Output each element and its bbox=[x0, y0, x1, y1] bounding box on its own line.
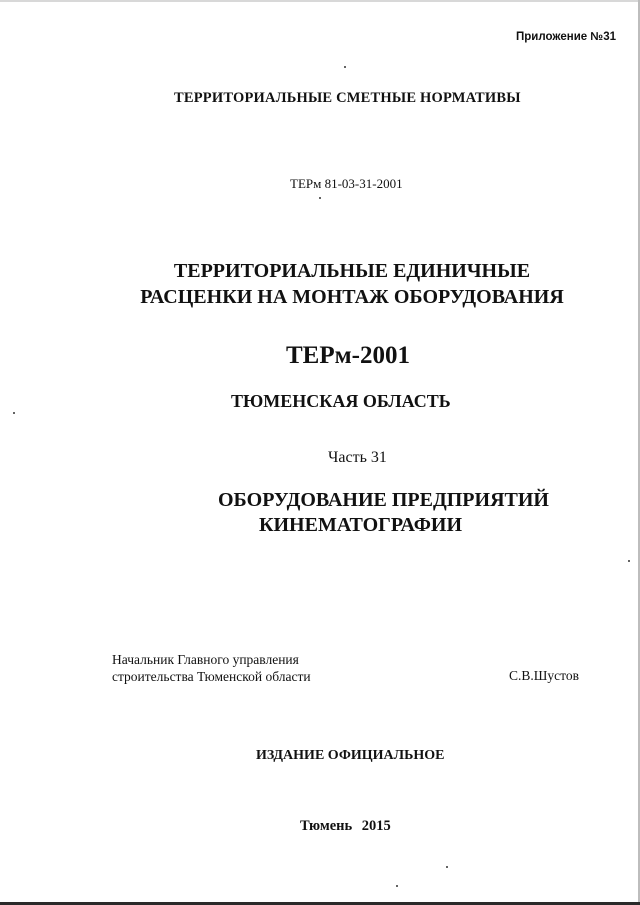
section-title-line-2: КИНЕМАТОГРАФИИ bbox=[259, 514, 463, 536]
scan-speck bbox=[446, 866, 448, 868]
scan-speck bbox=[396, 885, 398, 887]
signer-position bbox=[112, 651, 311, 685]
section-title-line-1: ОБОРУДОВАНИЕ ПРЕДПРИЯТИЙ bbox=[218, 489, 549, 511]
normative-heading: ТЕРРИТОРИАЛЬНЫЕ СМЕТНЫЕ НОРМАТИВЫ bbox=[174, 90, 521, 106]
scan-speck bbox=[13, 412, 15, 414]
region-name: ТЮМЕНСКАЯ ОБЛАСТЬ bbox=[231, 391, 451, 411]
appendix-label: Приложение №31 bbox=[515, 31, 616, 43]
scan-speck bbox=[319, 197, 321, 199]
scan-edge-top bbox=[0, 0, 640, 2]
edition-label: ИЗДАНИЕ ОФИЦИАЛЬНОЕ bbox=[256, 748, 445, 763]
document-code: ТЕРм 81-03-31-2001 bbox=[290, 176, 403, 191]
scan-speck bbox=[344, 66, 346, 68]
main-title bbox=[0, 258, 640, 310]
section-title bbox=[218, 488, 549, 538]
part-number: Часть 31 bbox=[328, 449, 387, 466]
signer-name: С.В.Шустов bbox=[509, 668, 579, 683]
city-year: Тюмень 2015 bbox=[300, 818, 391, 834]
signer-position-line-1: Начальник Главного управления bbox=[112, 652, 299, 667]
scan-speck bbox=[628, 560, 630, 562]
main-title-line-2: РАСЦЕНКИ НА МОНТАЖ ОБОРУДОВАНИЯ bbox=[140, 286, 564, 308]
collection-code: ТЕРм-2001 bbox=[286, 342, 410, 369]
signer-position-line-2: строительства Тюменской области bbox=[112, 669, 311, 684]
main-title-line-1: ТЕРРИТОРИАЛЬНЫЕ ЕДИНИЧНЫЕ bbox=[173, 260, 531, 282]
